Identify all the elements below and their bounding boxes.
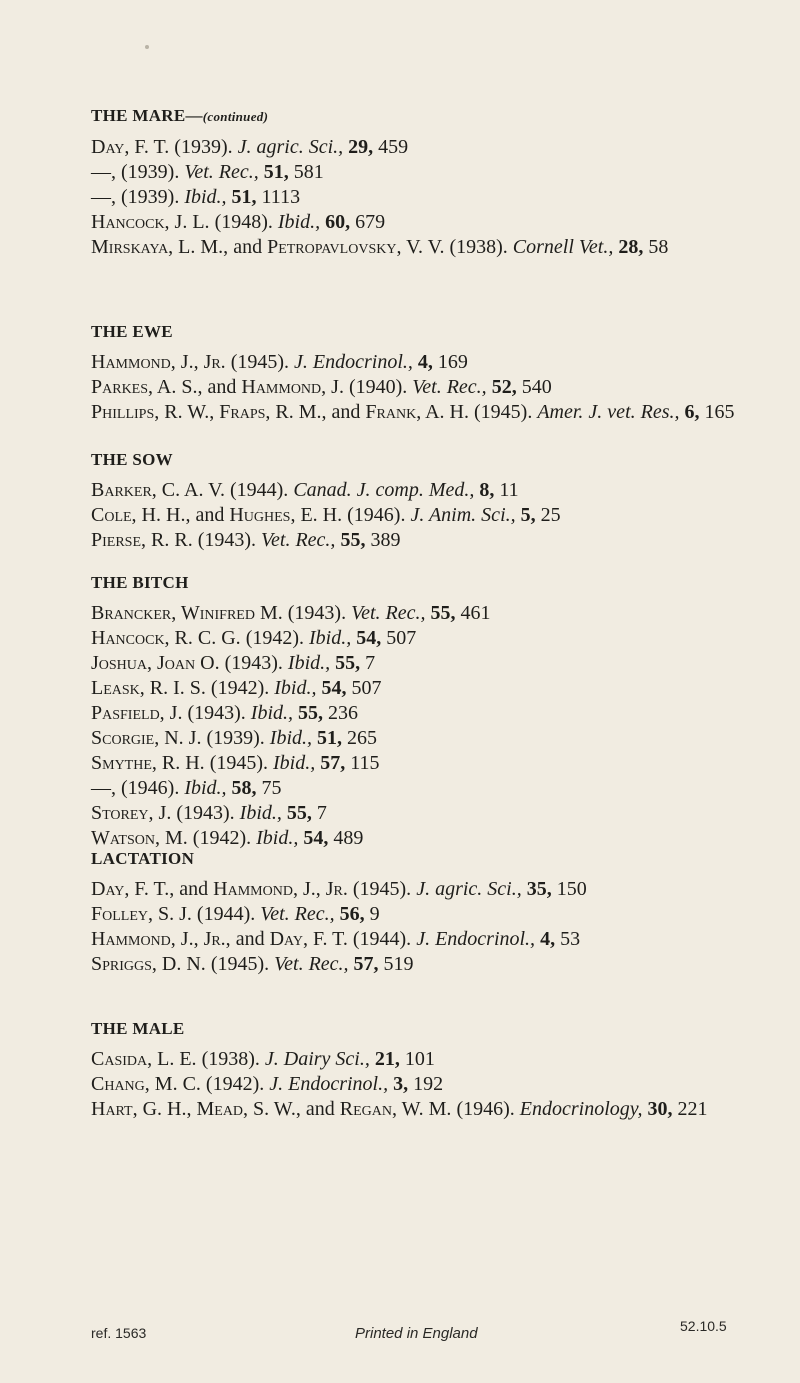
journal-title: Vet. Rec.,: [260, 903, 335, 925]
journal-title: Ibid.,: [269, 727, 313, 749]
reference-entry: [91, 676, 781, 701]
volume-number: 54,: [356, 627, 382, 649]
author-name: Smythe, R. H.: [91, 752, 205, 774]
volume-number: 51,: [317, 727, 343, 749]
citation-text: (1943).: [282, 602, 352, 624]
journal-title: Ibid.,: [256, 827, 299, 849]
section-heading: THE MALE: [91, 1019, 185, 1038]
entries: [91, 478, 781, 553]
reference-entry: [91, 1072, 781, 1097]
volume-number: 54,: [303, 827, 329, 849]
citation-text: (1943).: [182, 702, 251, 724]
journal-title: Vet. Rec.,: [351, 602, 426, 624]
author-name: Hancock, J. L.: [91, 211, 210, 233]
section-heading: THE BITCH: [91, 573, 189, 592]
citation-text: (1942).: [200, 1073, 270, 1095]
citation-text: (1943).: [192, 529, 262, 551]
citation-text: (1944).: [224, 479, 294, 501]
journal-title: Vet. Rec.,: [274, 953, 349, 975]
volume-number: 21,: [374, 1048, 400, 1070]
footer-code: 52.10.5: [680, 1318, 727, 1334]
journal-title: J. agric. Sci.,: [416, 878, 522, 900]
citation-text: —, (1946).: [91, 777, 185, 799]
citation-text: —, (1939).: [91, 186, 185, 208]
citation-text: 679: [350, 211, 386, 233]
entries: [91, 1047, 781, 1122]
citation-text: 236: [323, 702, 359, 724]
volume-number: 55,: [340, 529, 366, 551]
reference-entry: [91, 160, 781, 185]
citation-text: 75: [256, 777, 282, 799]
footer-ref: ref. 1563: [91, 1325, 147, 1341]
reference-entry: [91, 350, 781, 375]
author-name: Pierse, R. R.: [91, 529, 193, 551]
reference-entry: [91, 135, 781, 160]
citation-text: (1943).: [219, 652, 288, 674]
section-heading: LACTATION: [91, 849, 195, 868]
citation-text: and: [190, 504, 230, 526]
journal-title: Ibid.,: [273, 752, 316, 774]
volume-number: 8,: [479, 479, 495, 501]
volume-number: 5,: [520, 504, 536, 526]
section-heading: THE MARE—(continued): [91, 106, 269, 125]
journal-title: J. Endocrinol.,: [416, 928, 536, 950]
journal-title: Canad. J. comp. Med.,: [293, 479, 475, 501]
entries: [91, 877, 781, 977]
citation-text: 519: [378, 953, 414, 975]
volume-number: 52,: [491, 376, 517, 398]
volume-number: 55,: [298, 702, 324, 724]
citation-text: (1944).: [191, 903, 261, 925]
author-name: Frank, A. H.: [365, 401, 469, 423]
reference-entry: [91, 701, 781, 726]
author-name: Day, F. T.: [269, 928, 348, 950]
reference-entry: [91, 726, 781, 751]
section-heading: THE EWE: [91, 322, 173, 341]
reference-entry: [91, 952, 781, 977]
author-name: Hammond, J., Jr.,: [91, 928, 231, 950]
citation-text: (1945).: [469, 401, 538, 423]
author-name: Parkes, A. S.,: [91, 376, 203, 398]
reference-entry: [91, 651, 781, 676]
journal-title: Endocrinology,: [519, 1098, 643, 1120]
citation-text: (1939).: [169, 136, 238, 158]
volume-number: 4,: [540, 928, 556, 950]
citation-text: (1942).: [240, 627, 310, 649]
volume-number: 51,: [231, 186, 257, 208]
citation-text: 115: [345, 752, 380, 774]
section-heading: THE SOW: [91, 450, 173, 469]
citation-text: (1945).: [205, 953, 275, 975]
author-name: Day, F. T.: [91, 136, 170, 158]
citation-text: 540: [516, 376, 552, 398]
reference-entry: [91, 400, 781, 425]
citation-text: 461: [455, 602, 491, 624]
citation-text: 53: [555, 928, 581, 950]
volume-number: 54,: [321, 677, 347, 699]
citation-text: (1948).: [209, 211, 278, 233]
citation-text: 192: [408, 1073, 444, 1095]
journal-title: Ibid.,: [184, 777, 227, 799]
citation-text: (1939).: [201, 727, 270, 749]
entries: [91, 601, 781, 851]
journal-title: Ibid.,: [239, 802, 282, 824]
journal-title: Amer. J. vet. Res.,: [537, 401, 680, 423]
citation-text: and: [300, 1098, 340, 1120]
journal-title: J. Endocrinol.,: [294, 351, 413, 373]
volume-number: 60,: [325, 211, 351, 233]
speck-mark: [145, 45, 149, 49]
reference-entry: [91, 528, 781, 553]
author-name: Hancock, R. C. G.: [91, 627, 241, 649]
reference-entry: [91, 751, 781, 776]
citation-text: (1938).: [196, 1048, 265, 1070]
section-lactation: [91, 847, 781, 977]
reference-entry: [91, 478, 781, 503]
author-name: Chang, M. C.: [91, 1073, 201, 1095]
volume-number: 6,: [684, 401, 700, 423]
volume-number: 56,: [339, 903, 365, 925]
citation-text: 7: [360, 652, 376, 674]
citation-text: 489: [328, 827, 364, 849]
citation-text: 9: [364, 903, 380, 925]
citation-text: (1942).: [187, 827, 257, 849]
citation-text: and: [174, 878, 214, 900]
author-name: Cole, H. H.,: [91, 504, 191, 526]
author-name: Leask, R. I. S.: [91, 677, 206, 699]
author-name: Hammond, J., Jr.: [213, 878, 348, 900]
section-male: [91, 1017, 781, 1122]
footer-printed: Printed in England: [355, 1325, 478, 1342]
journal-title: Ibid.,: [250, 702, 294, 724]
author-name: Folley, S. J.: [91, 903, 192, 925]
author-name: Hammond, J., Jr.: [91, 351, 226, 373]
volume-number: 30,: [647, 1098, 673, 1120]
section-mare: [91, 104, 781, 260]
citation-text: 150: [551, 878, 587, 900]
volume-number: 28,: [618, 236, 644, 258]
reference-entry: [91, 210, 781, 235]
section-bitch: [91, 571, 781, 851]
reference-entry: [91, 801, 781, 826]
citation-text: 507: [381, 627, 417, 649]
citation-text: (1943).: [171, 802, 240, 824]
author-name: Casida, L. E.: [91, 1048, 197, 1070]
volume-number: 3,: [393, 1073, 409, 1095]
author-name: Brancker, Winifred M.: [91, 602, 283, 624]
citation-text: and: [326, 401, 366, 423]
citation-text: and: [228, 236, 268, 258]
author-name: Hart, G. H., Mead, S. W.,: [91, 1098, 301, 1120]
reference-entry: [91, 927, 781, 952]
entries: [91, 350, 781, 425]
journal-title: Ibid.,: [274, 677, 317, 699]
journal-title: J. Endocrinol.,: [269, 1073, 389, 1095]
author-name: Scorgie, N. J.: [91, 727, 202, 749]
citation-text: 101: [399, 1048, 435, 1070]
section-sow: [91, 448, 781, 553]
citation-text: 581: [288, 161, 324, 183]
citation-text: 265: [342, 727, 378, 749]
citation-text: 7: [311, 802, 327, 824]
citation-text: (1945).: [347, 878, 417, 900]
citation-text: 507: [346, 677, 382, 699]
journal-title: Ibid.,: [309, 627, 352, 649]
citation-text: (1946).: [451, 1098, 520, 1120]
volume-number: 35,: [526, 878, 552, 900]
citation-text: —, (1939).: [91, 161, 185, 183]
reference-entry: [91, 235, 781, 260]
volume-number: 51,: [263, 161, 289, 183]
author-name: Petropavlovsky, V. V.: [267, 236, 445, 258]
citation-text: 58: [643, 236, 669, 258]
citation-text: (1944).: [347, 928, 417, 950]
author-name: Watson, M.: [91, 827, 188, 849]
journal-title: Ibid.,: [287, 652, 331, 674]
citation-text: 165: [699, 401, 735, 423]
reference-entry: [91, 877, 781, 902]
citation-text: 11: [494, 479, 519, 501]
volume-number: 4,: [417, 351, 433, 373]
journal-title: Vet. Rec.,: [261, 529, 336, 551]
reference-entry: [91, 1047, 781, 1072]
citation-text: (1938).: [444, 236, 513, 258]
author-name: Hughes, E. H.: [229, 504, 343, 526]
volume-number: 55,: [430, 602, 456, 624]
volume-number: 55,: [286, 802, 312, 824]
author-name: Hammond, J.: [241, 376, 344, 398]
volume-number: 58,: [231, 777, 257, 799]
reference-entry: [91, 375, 781, 400]
citation-text: 221: [672, 1098, 708, 1120]
journal-title: Cornell Vet.,: [512, 236, 614, 258]
journal-title: J. Anim. Sci.,: [410, 504, 516, 526]
author-name: Joshua, Joan O.: [91, 652, 220, 674]
volume-number: 29,: [348, 136, 374, 158]
author-name: Storey, J.: [91, 802, 172, 824]
citation-text: (1945).: [204, 752, 274, 774]
journal-title: Ibid.,: [184, 186, 227, 208]
entries: [91, 135, 781, 260]
reference-entry: [91, 185, 781, 210]
author-name: Spriggs, D. N.: [91, 953, 206, 975]
author-name: Mirskaya, L. M.,: [91, 236, 229, 258]
citation-text: 1113: [256, 186, 301, 208]
author-name: Barker, C. A. V.: [91, 479, 225, 501]
citation-text: 25: [535, 504, 561, 526]
citation-text: (1940).: [343, 376, 413, 398]
reference-entry: [91, 626, 781, 651]
reference-entry: [91, 1097, 781, 1122]
author-name: Regan, W. M.: [339, 1098, 452, 1120]
volume-number: 57,: [320, 752, 346, 774]
author-name: Pasfield, J.: [91, 702, 183, 724]
citation-text: and: [202, 376, 242, 398]
citation-text: 459: [373, 136, 409, 158]
author-name: Phillips, R. W., Fraps, R. M.,: [91, 401, 327, 423]
citation-text: 169: [432, 351, 468, 373]
reference-entry: [91, 601, 781, 626]
section-ewe: [91, 320, 781, 425]
reference-entry: [91, 776, 781, 801]
citation-text: and: [230, 928, 270, 950]
journal-title: Vet. Rec.,: [412, 376, 487, 398]
citation-text: (1942).: [205, 677, 275, 699]
journal-title: J. agric. Sci.,: [237, 136, 344, 158]
reference-entry: [91, 503, 781, 528]
journal-title: Ibid.,: [277, 211, 321, 233]
volume-number: 57,: [353, 953, 379, 975]
volume-number: 55,: [335, 652, 361, 674]
journal-title: J. Dairy Sci.,: [264, 1048, 370, 1070]
citation-text: (1946).: [342, 504, 411, 526]
reference-entry: [91, 902, 781, 927]
citation-text: (1945).: [225, 351, 295, 373]
citation-text: 389: [365, 529, 401, 551]
author-name: Day, F. T.,: [91, 878, 175, 900]
journal-title: Vet. Rec.,: [184, 161, 259, 183]
